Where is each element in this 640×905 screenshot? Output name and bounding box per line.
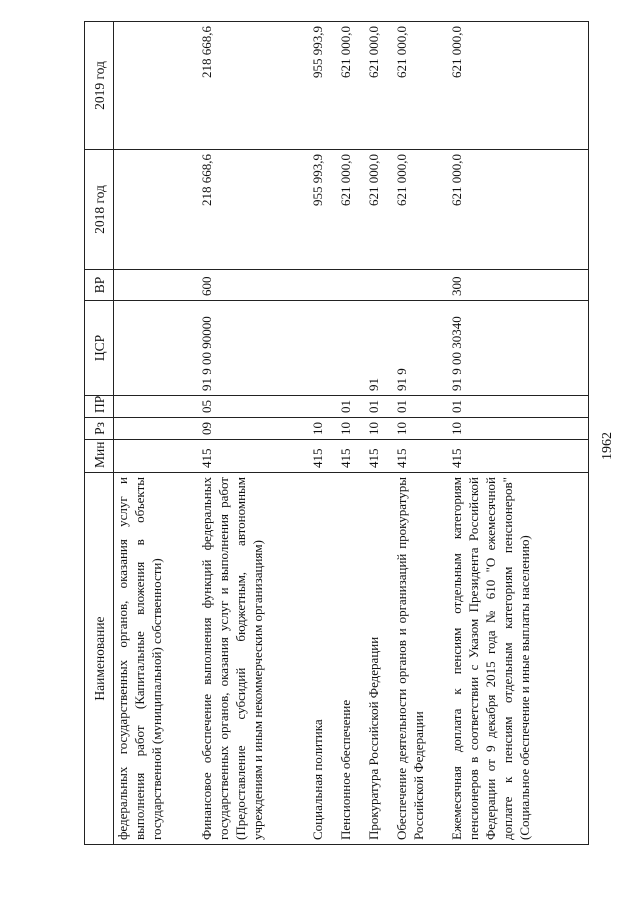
- row-name: Обеспечение деятельности органов и организаций прокуратуры Российской Федерации: [393, 473, 449, 845]
- row-pr: 01: [448, 396, 588, 418]
- header-csr: ЦСР: [85, 301, 114, 396]
- table-row: [448, 22, 588, 845]
- table-row: [393, 22, 449, 845]
- row-min: 415: [309, 440, 337, 473]
- row-csr: 91 9 00 90000: [198, 301, 309, 396]
- row-rz: 10: [309, 418, 337, 440]
- table-body: [114, 22, 589, 845]
- row-2019: 621 000,0: [337, 22, 365, 150]
- row-name: Прокуратура Российской Федерации: [365, 473, 393, 845]
- row-csr: 91 9: [393, 301, 449, 396]
- table-header: [85, 22, 114, 845]
- page-number: 1962: [600, 432, 615, 460]
- row-csr: [114, 301, 198, 396]
- row-vr: [365, 270, 393, 301]
- table-row: [309, 22, 337, 845]
- row-name: Ежемесячная доплата к пенсиям отдельным категориям пенсионеров в соответствии с Указом Президента Российской Федерации от 9 декабря 2015 года № 610 "О ежемесячной доплате к пенсиям отдельным категориям пенсионеров" (Социальное обеспечение и иные выплаты населению): [448, 473, 588, 845]
- row-vr: [309, 270, 337, 301]
- header-2018: 2018 год: [85, 150, 114, 270]
- row-pr: [309, 396, 337, 418]
- row-vr: [114, 270, 198, 301]
- row-2019: 955 993,9: [309, 22, 337, 150]
- row-2018: 955 993,9: [309, 150, 337, 270]
- table-row: [365, 22, 393, 845]
- row-min: 415: [448, 440, 588, 473]
- row-name: Пенсионное обеспечение: [337, 473, 365, 845]
- row-pr: 05: [198, 396, 309, 418]
- row-min: 415: [365, 440, 393, 473]
- row-csr: 91 9 00 30340: [448, 301, 588, 396]
- row-rz: 10: [393, 418, 449, 440]
- row-2019: 621 000,0: [448, 22, 588, 150]
- row-csr: [309, 301, 337, 396]
- row-2018: [114, 150, 198, 270]
- row-rz: [114, 418, 198, 440]
- row-min: 415: [337, 440, 365, 473]
- row-name: федеральных государственных органов, оказания услуг и выполнения работ (Капитальные вложения в объекты государственной (муниципальной) собственности): [114, 473, 198, 845]
- row-vr: 600: [198, 270, 309, 301]
- row-min: [114, 440, 198, 473]
- header-vr: ВР: [85, 270, 114, 301]
- row-2018: 621 000,0: [448, 150, 588, 270]
- budget-table: [84, 21, 589, 845]
- row-rz: 10: [448, 418, 588, 440]
- table-row: [198, 22, 309, 845]
- header-name: Наименование: [85, 473, 114, 845]
- row-rz: 09: [198, 418, 309, 440]
- header-pr: ПР: [85, 396, 114, 418]
- row-vr: 300: [448, 270, 588, 301]
- row-pr: 01: [337, 396, 365, 418]
- header-row: [85, 22, 114, 845]
- row-csr: 91: [365, 301, 393, 396]
- row-2019: 621 000,0: [365, 22, 393, 150]
- row-pr: 01: [393, 396, 449, 418]
- row-min: 415: [198, 440, 309, 473]
- header-min: Мин: [85, 440, 114, 473]
- header-2019: 2019 год: [85, 22, 114, 150]
- row-2018: 621 000,0: [337, 150, 365, 270]
- row-name: Социальная политика: [309, 473, 337, 845]
- row-2018: 621 000,0: [365, 150, 393, 270]
- row-min: 415: [393, 440, 449, 473]
- row-rz: 10: [365, 418, 393, 440]
- table-row: [114, 22, 198, 845]
- row-2018: 621 000,0: [393, 150, 449, 270]
- row-2019: 218 668,6: [198, 22, 309, 150]
- row-2019: 621 000,0: [393, 22, 449, 150]
- row-vr: [337, 270, 365, 301]
- header-rz: Рз: [85, 418, 114, 440]
- row-rz: 10: [337, 418, 365, 440]
- row-pr: [114, 396, 198, 418]
- row-pr: 01: [365, 396, 393, 418]
- row-name: Финансовое обеспечение выполнения функций федеральных государственных органов, оказания услуг и выполнения работ (Предоставление субсидий бюджетным, автономным учреждениям и иным некоммерческим организациям): [198, 473, 309, 845]
- row-csr: [337, 301, 365, 396]
- row-vr: [393, 270, 449, 301]
- row-2019: [114, 22, 198, 150]
- row-2018: 218 668,6: [198, 150, 309, 270]
- table-row: [337, 22, 365, 845]
